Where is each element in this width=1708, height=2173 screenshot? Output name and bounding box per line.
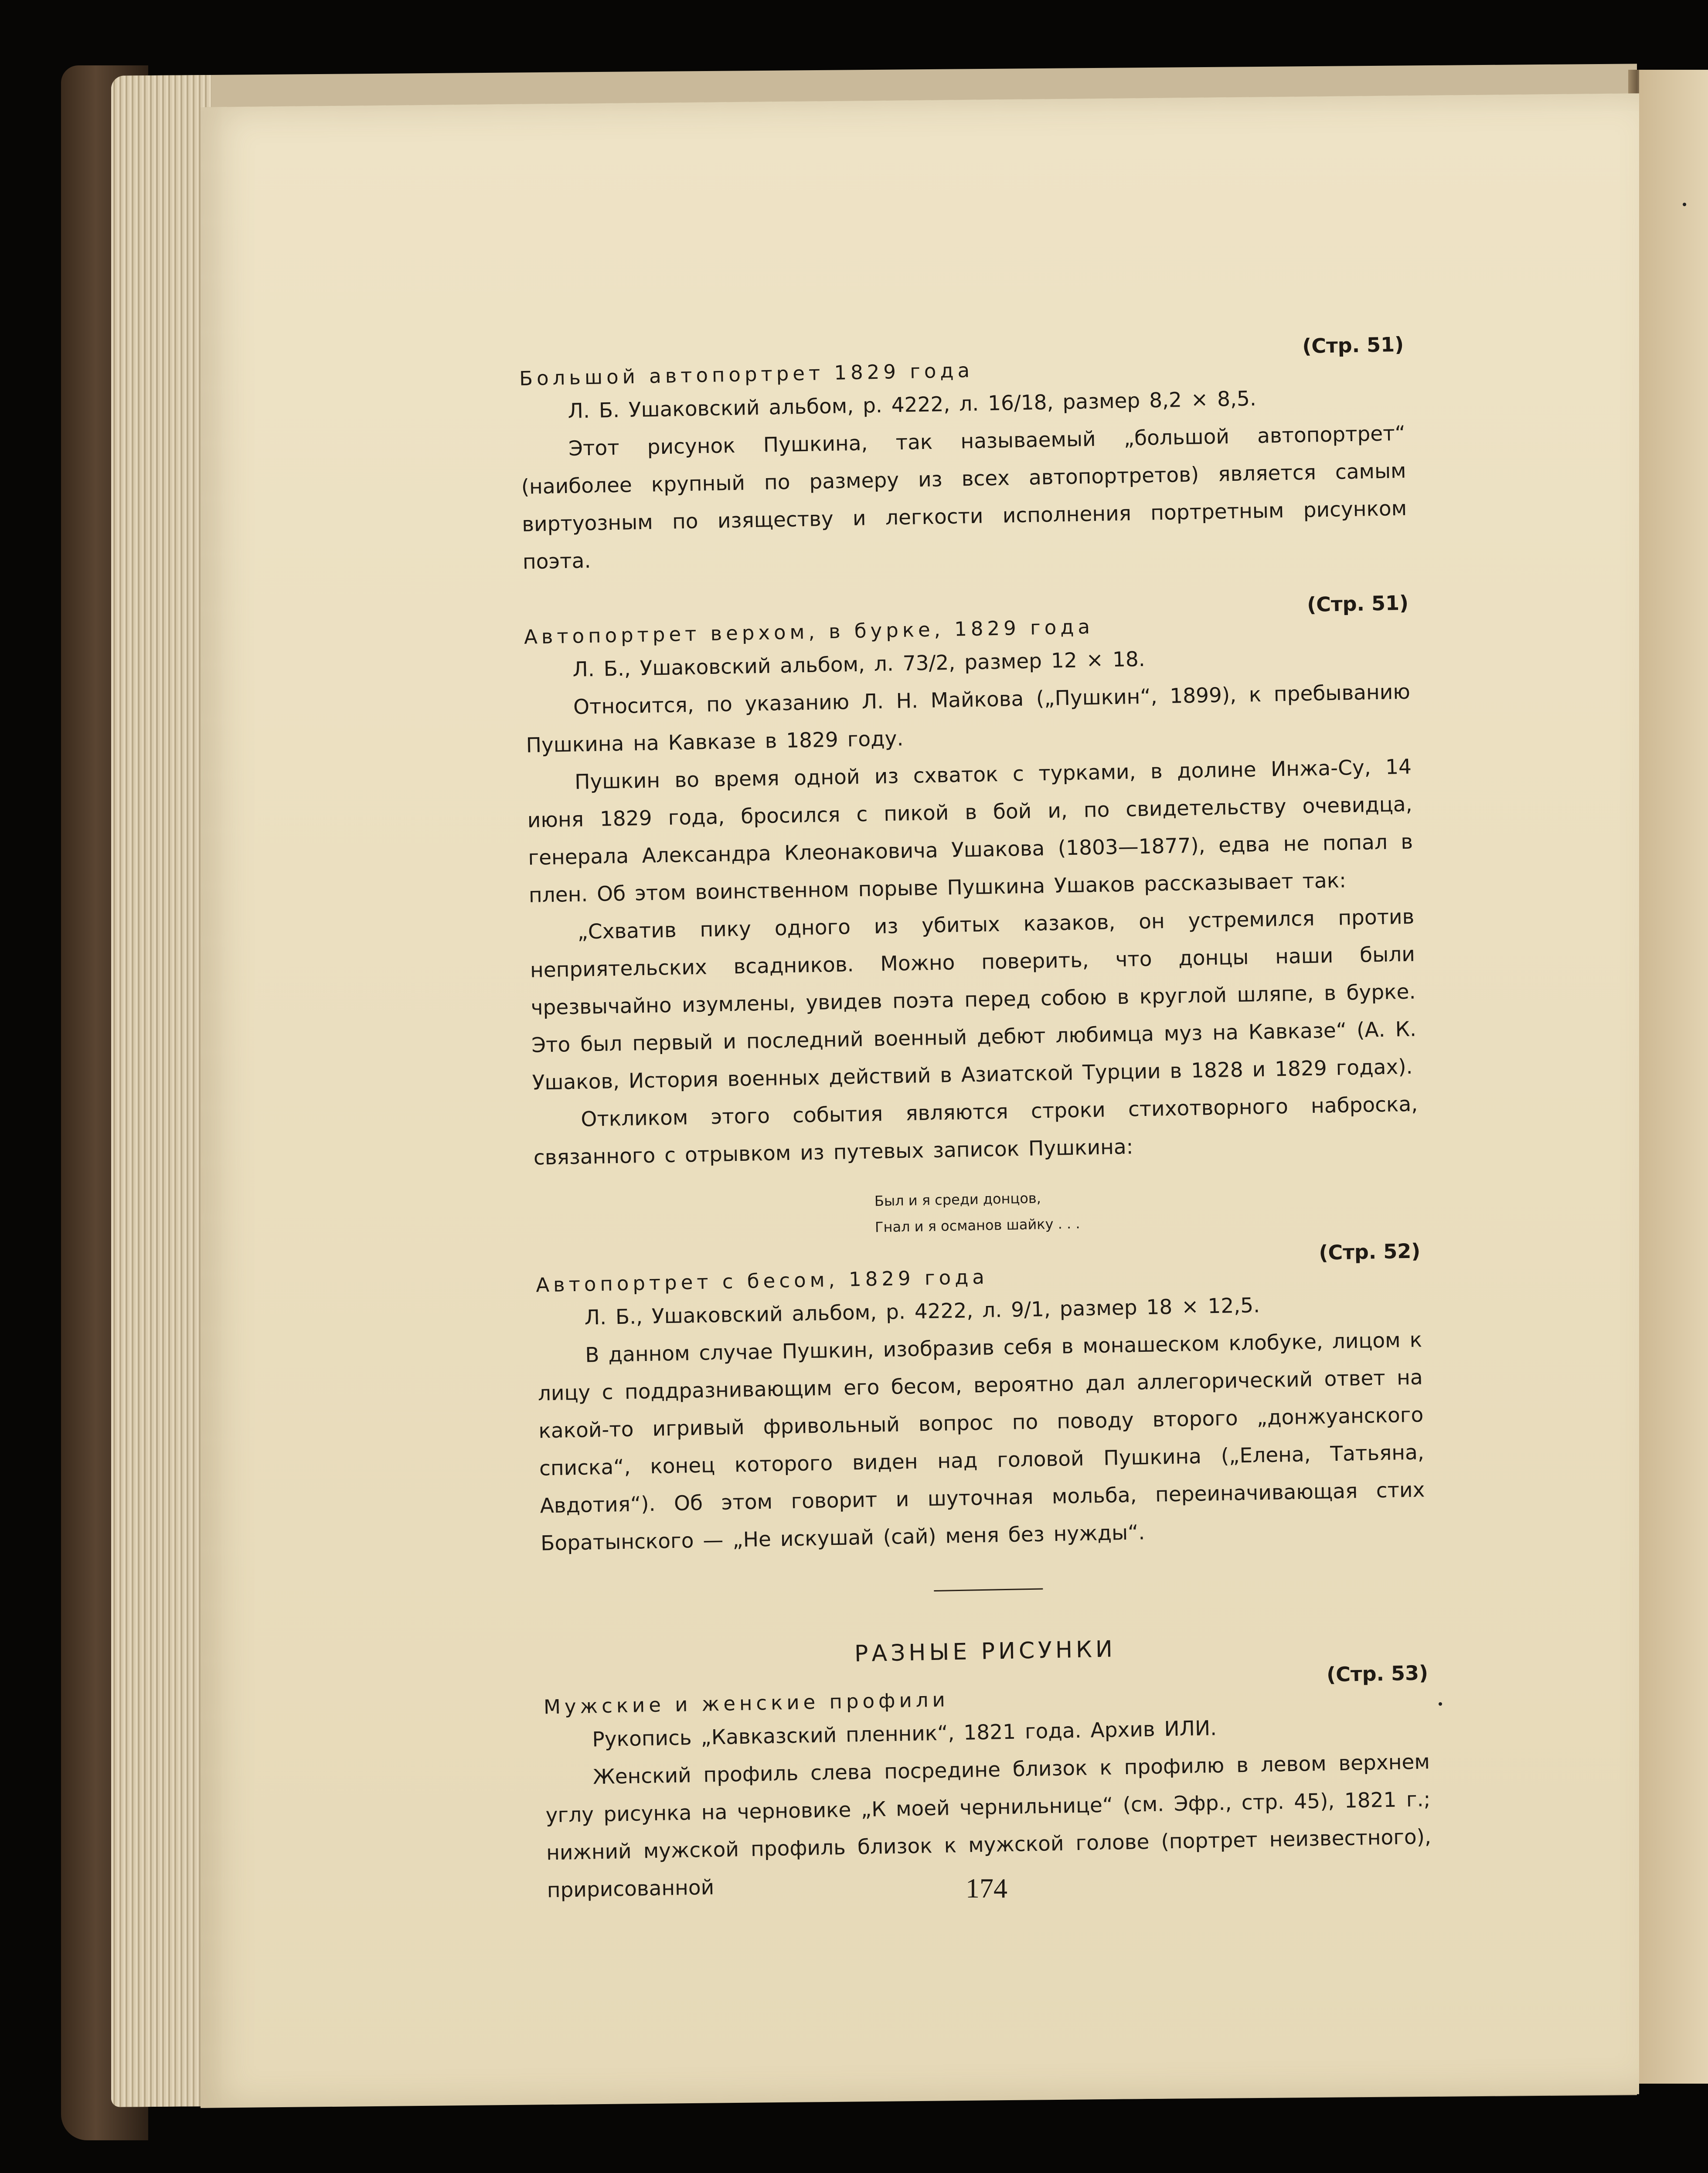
entry-title: Мужские и женские профили bbox=[543, 1688, 949, 1719]
entry-title: Большой автопортрет 1829 года bbox=[519, 358, 974, 390]
entry-source: Л. Б., Ушаковский альбом, л. 73/2, размер 12 × 18. bbox=[572, 647, 1146, 682]
entry-paragraph: Относится, по указанию Л. Н. Майкова („Пушкин“, 1899), к пребыванию Пушкина на Кавказе в 1829 году. bbox=[526, 680, 1411, 758]
entry-source: Рукопись „Кавказский пленник“, 1821 года. Архив ИЛИ. bbox=[592, 1716, 1217, 1752]
entry-paragraph: Откликом этого события являются строки стихотворного наброска, связанного с отрывком из путевых записок Пушкина: bbox=[533, 1092, 1418, 1170]
paper-speck bbox=[1683, 203, 1686, 206]
page-reference: (Стр. 53) bbox=[1326, 1661, 1429, 1687]
facing-page-edge bbox=[1639, 70, 1708, 2084]
entry-source: Л. Б., Ушаковский альбом, р. 4222, л. 9/1, размер 18 × 12,5. bbox=[584, 1293, 1260, 1330]
entry-quote: „Схватив пику одного из убитых казаков, он устремился против неприятельских всадников. Можно поверить, что донцы наши были чрезвычайно изумлены, увидев поэта перед собою в круглой шляпе, в бурке. Это был первый и последний военный дебют любимца муз на Кавказе“ (А. К. Ушаков, История военных действий в Азиатской Турции в 1828 и 1829 годах). bbox=[530, 905, 1417, 1095]
entry-source: Л. Б. Ушаковский альбом, р. 4222, л. 16/18, размер 8,2 × 8,5. bbox=[568, 387, 1257, 423]
entry-large-self-portrait bbox=[519, 333, 1408, 581]
entry-self-portrait-with-demon bbox=[535, 1239, 1426, 1562]
verse-line: Гнал и я османов шайку . . . bbox=[874, 1215, 1080, 1236]
page-reference: (Стр. 52) bbox=[1318, 1239, 1421, 1265]
entry-paragraph: Пушкин во время одной из схваток с турками, в долине Инжа-Су, 14 июня 1829 года, бросился с пикой в бой и, по свидетельству очевидца, генерала Александра Клеонаковича Ушакова (1803—1877), едва не попал в плен. Об этом воинственном порыве Пушкина Ушаков рассказывает так: bbox=[527, 755, 1413, 908]
verse-excerpt bbox=[874, 1178, 1420, 1240]
page-number: 174 bbox=[966, 1873, 1007, 1904]
entry-paragraph: Женский профиль слева посредине близок к профилю в левом верхнем углу рисунка на черновике „К моей чернильнице“ (см. Эфр., стр. 45), 1821 г.; нижний мужской профиль близок к мужской голове (портрет неизвестного), пририсованной bbox=[545, 1750, 1432, 1903]
entry-paragraph: В данном случае Пушкин, изобразив себя в монашеском клобуке, лицом к лицу с поддразнивающим его бесом, вероятно дал аллегорический ответ на какой-то игривый фривольный вопрос по поводу второго „донжуанского списка“, конец которого виден над головой Пушкина („Елена, Татьяна, Авдотия“). Об этом говорит и шуточная мольба, переиначивающая стих Боратынского — „Не искушай (сай) меня без нужды“. bbox=[538, 1328, 1425, 1556]
paper-speck bbox=[1439, 1702, 1442, 1706]
section-divider bbox=[934, 1588, 1043, 1591]
entry-paragraph: Этот рисунок Пушкина, так называемый „большой автопортрет“ (наиболее крупный по размеру из всех автопортретов) является самым виртуозным по изяществу и легкости исполнения портретным рисунком поэта. bbox=[521, 421, 1407, 574]
entry-title: Автопортрет верхом, в бурке, 1829 года bbox=[524, 615, 1094, 649]
verse-line: Был и я среди донцов, bbox=[874, 1190, 1041, 1210]
part-title: РАЗНЫЕ РИСУНКИ bbox=[854, 1636, 1116, 1667]
page-reference: (Стр. 51) bbox=[1307, 591, 1409, 616]
entry-horseback-self-portrait bbox=[524, 591, 1420, 1247]
page-text bbox=[519, 333, 1432, 1910]
entry-title: Автопортрет с бесом, 1829 года bbox=[535, 1265, 989, 1297]
page-reference: (Стр. 51) bbox=[1302, 332, 1404, 358]
